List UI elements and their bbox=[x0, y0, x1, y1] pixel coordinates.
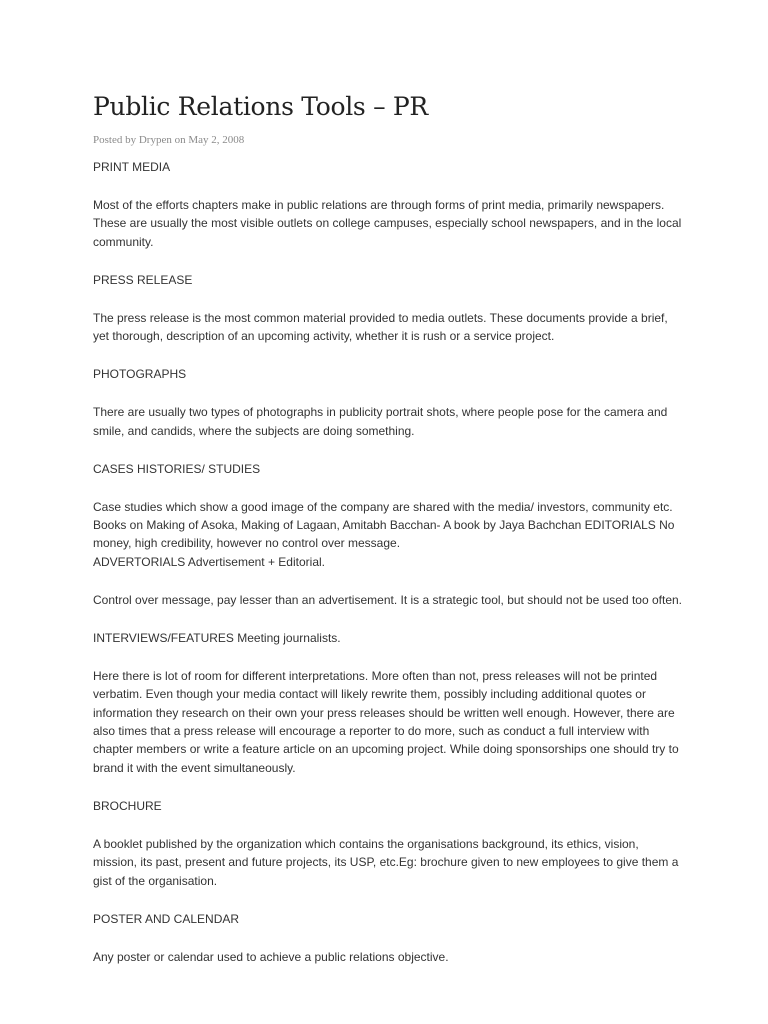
article-paragraph bbox=[93, 835, 683, 890]
paragraph-line: PRESS RELEASE bbox=[93, 272, 193, 287]
paragraph-line: Case studies which show a good image of the company are shared with the media/ investors, community etc. Books on Making of Asoka, Making of Lagaan, Amitabh Bacchan- A book by Jaya Bachchan EDITORIALS No money, high credibility, however no control over message. bbox=[93, 499, 675, 551]
paragraph-line: BROCHURE bbox=[93, 798, 162, 813]
post-byline: Posted by Drypen on May 2, 2008 bbox=[93, 134, 245, 146]
article-paragraph bbox=[93, 629, 683, 647]
article-paragraph bbox=[93, 158, 683, 176]
paragraph-line: Most of the efforts chapters make in public relations are through forms of print media, primarily newspapers. These are usually the most visible outlets on college campuses, especially school newspapers, and in the local community. bbox=[93, 198, 682, 249]
paragraph-line: There are usually two types of photographs in publicity portrait shots, where people pose for the camera and smile, and candids, where the subjects are doing something. bbox=[93, 405, 668, 438]
paragraph-line: Any poster or calendar used to achieve a public relations objective. bbox=[93, 949, 449, 964]
paragraph-line: A booklet published by the organization which contains the organisations background, its ethics, vision, mission, its past, present and future projects, its USP, etc.Eg: brochure given to new employees to give them a gist of the organisation. bbox=[93, 836, 679, 888]
article-paragraph bbox=[93, 196, 683, 251]
article-paragraph bbox=[93, 948, 683, 966]
paragraph-line: Control over message, pay lesser than an advertisement. It is a strategic tool, but should not be used too often. bbox=[93, 592, 683, 607]
article-body bbox=[93, 158, 683, 966]
paragraph-line: CASES HISTORIES/ STUDIES bbox=[93, 461, 261, 476]
article-paragraph bbox=[93, 271, 683, 289]
paragraph-line: ADVERTORIALS Advertisement + Editorial. bbox=[93, 554, 325, 569]
article-paragraph bbox=[93, 403, 683, 440]
article-paragraph bbox=[93, 460, 683, 478]
page-title: Public Relations Tools – PR bbox=[93, 92, 428, 121]
paragraph-line: PRINT MEDIA bbox=[93, 160, 171, 174]
article-paragraph bbox=[93, 591, 683, 609]
article-paragraph bbox=[93, 910, 683, 928]
paragraph-line: INTERVIEWS/FEATURES Meeting journalists. bbox=[93, 630, 341, 645]
article bbox=[93, 90, 683, 986]
article-paragraph bbox=[93, 797, 683, 815]
paragraph-line: PHOTOGRAPHS bbox=[93, 367, 187, 382]
article-paragraph bbox=[93, 498, 683, 572]
paragraph-line: POSTER AND CALENDAR bbox=[93, 911, 240, 926]
article-paragraph bbox=[93, 667, 683, 777]
article-paragraph bbox=[93, 309, 683, 346]
article-paragraph bbox=[93, 365, 683, 383]
paragraph-line: Here there is lot of room for different interpretations. More often than not, press releases will not be printed verbatim. Even though your media contact will likely rewrite them, possibly including additional quotes or information they research on their own your press releases should be written well enough. However, there are also times that a press release will encourage a reporter to do more, such as conduct a full interview with chapter members or write a feature article on an upcoming project. While doing sponsorships one should try to brand it with the event simultaneously. bbox=[93, 668, 679, 775]
paragraph-line: The press release is the most common material provided to media outlets. These documents provide a brief, yet thorough, description of an upcoming activity, whether it is rush or a service project. bbox=[93, 310, 668, 344]
